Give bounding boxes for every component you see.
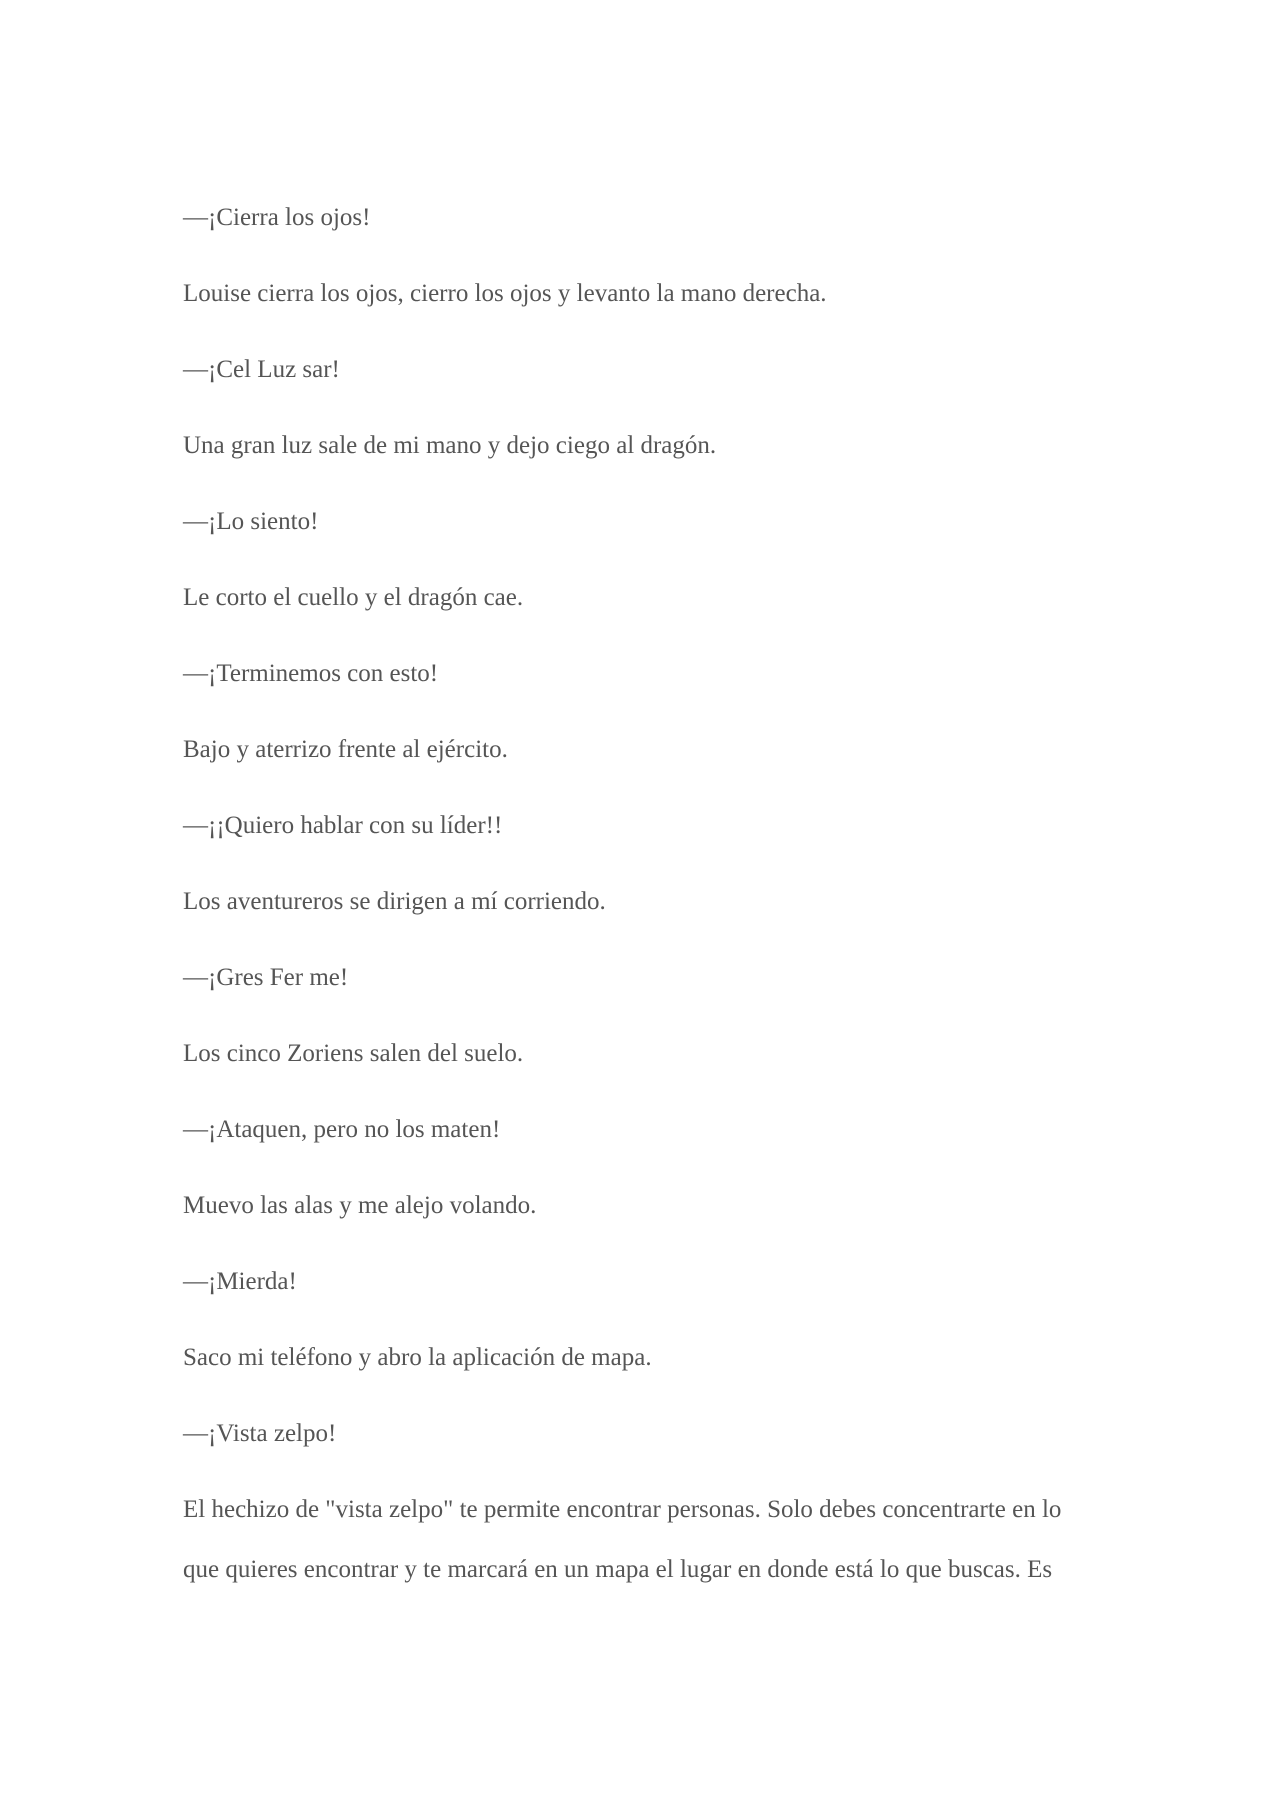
narration-paragraph: Los aventureros se dirigen a mí corriendo.: [183, 888, 606, 915]
document-body: [183, 180, 1103, 1600]
narration-paragraph: Una gran luz sale de mi mano y dejo ciego al dragón.: [183, 432, 717, 459]
narration-paragraph: Le corto el cuello y el dragón cae.: [183, 584, 524, 611]
dialogue-line: —¡Cel Luz sar!: [183, 356, 340, 383]
dialogue-line: —¡Gres Fer me!: [183, 964, 349, 991]
narration-paragraph: Muevo las alas y me alejo volando.: [183, 1192, 537, 1219]
narration-paragraph: Los cinco Zoriens salen del suelo.: [183, 1040, 524, 1067]
narration-paragraph: Saco mi teléfono y abro la aplicación de mapa.: [183, 1344, 652, 1371]
dialogue-line: —¡Vista zelpo!: [183, 1420, 337, 1447]
dialogue-line: —¡Ataquen, pero no los maten!: [183, 1116, 501, 1143]
dialogue-line: —¡¡Quiero hablar con su líder!!: [183, 812, 503, 839]
dialogue-line: —¡Cierra los ojos!: [183, 204, 371, 231]
dialogue-line: —¡Lo siento!: [183, 508, 319, 535]
narration-paragraph: El hechizo de "vista zelpo" te permite encontrar personas. Solo debes concentrarte en lo que quieres encontrar y te marcará en un mapa el lugar en donde está lo que buscas. Es: [183, 1496, 1062, 1583]
narration-paragraph: Louise cierra los ojos, cierro los ojos y levanto la mano derecha.: [183, 280, 827, 307]
narration-paragraph: Bajo y aterrizo frente al ejército.: [183, 736, 508, 763]
dialogue-line: —¡Mierda!: [183, 1268, 297, 1295]
dialogue-line: —¡Terminemos con esto!: [183, 660, 439, 687]
